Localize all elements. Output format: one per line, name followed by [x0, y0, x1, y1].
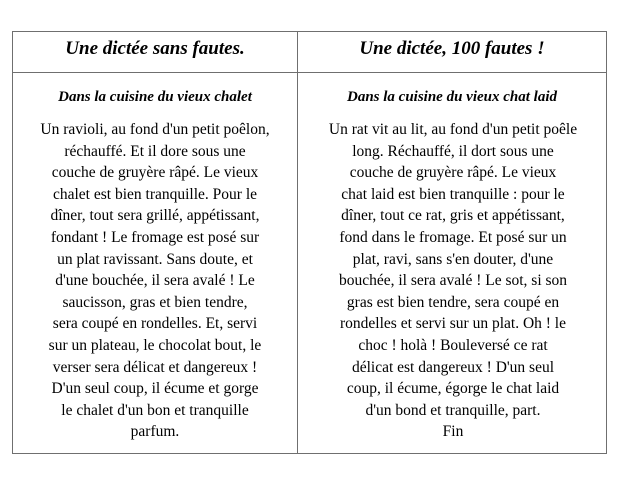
text-line: saucisson, gras et bien tendre,	[62, 293, 248, 311]
text-line: dîner, tout sera grillé, appétissant,	[50, 207, 260, 225]
text-line: verser sera délicat et dangereux !	[52, 358, 258, 376]
text-line: long. Réchauffé, il dort sous une	[352, 142, 554, 160]
text-line: Fin	[442, 423, 464, 441]
text-line: réchauffé. Et il dore sous une	[64, 142, 246, 160]
text-line: chat laid est bien tranquille : pour le	[341, 185, 565, 203]
text-line: gras est bien tendre, sera coupé en	[346, 293, 560, 311]
text-line: dîner, tout ce rat, gris et appétissant,	[341, 207, 565, 225]
right-column-subtitle: Dans la cuisine du vieux chat laid	[346, 89, 558, 105]
text-line: bouchée, il sera avalé ! Le sot, si son	[338, 272, 568, 290]
right-column-title: Une dictée, 100 fautes !	[359, 38, 545, 59]
right-column-text	[304, 119, 602, 443]
text-line: couche de gruyère râpé. Le vieux	[349, 164, 557, 182]
text-line: choc ! holà ! Bouleversé ce rat	[358, 336, 548, 354]
comparison-table	[12, 31, 607, 454]
text-line: Un ravioli, au fond d'un petit poêlon,	[40, 121, 270, 138]
text-line: chalet est bien tranquille. Pour le	[52, 185, 258, 203]
text-line: sur un plateau, le chocolat bout, le	[48, 336, 262, 354]
text-line: couche de gruyère râpé. Le vieux	[51, 164, 259, 182]
text-line: fond dans le fromage. Et posé sur un	[339, 228, 567, 246]
text-line: sera coupé en rondelles. Et, servi	[52, 315, 258, 333]
text-line: rondelles et servi sur un plat. Oh ! le	[340, 315, 566, 333]
text-line: d'un bond et tranquille, part.	[365, 401, 541, 419]
text-line: le chalet d'un bon et tranquille	[61, 401, 249, 419]
left-column-title: Une dictée sans fautes.	[65, 38, 245, 59]
text-line: parfum.	[130, 423, 180, 441]
text-line: coup, il écume, égorge le chat laid	[346, 380, 560, 398]
text-line: fondant ! Le fromage est posé sur	[50, 228, 260, 246]
text-line: un plat ravissant. Sans doute, et	[57, 250, 253, 268]
right-column	[298, 32, 606, 453]
text-line: délicat est dangereux ! D'un seul	[351, 358, 555, 376]
text-line: D'un seul coup, il écume et gorge	[51, 380, 259, 398]
text-line: plat, ravi, sans s'en douter, d'une	[352, 250, 554, 268]
left-column-text	[17, 119, 293, 443]
text-line: d'une bouchée, il sera avalé ! Le	[55, 272, 255, 290]
left-column-subtitle: Dans la cuisine du vieux chalet	[58, 89, 252, 105]
left-column	[13, 32, 297, 453]
text-line: Un rat vit au lit, au fond d'un petit poêle	[328, 121, 578, 138]
